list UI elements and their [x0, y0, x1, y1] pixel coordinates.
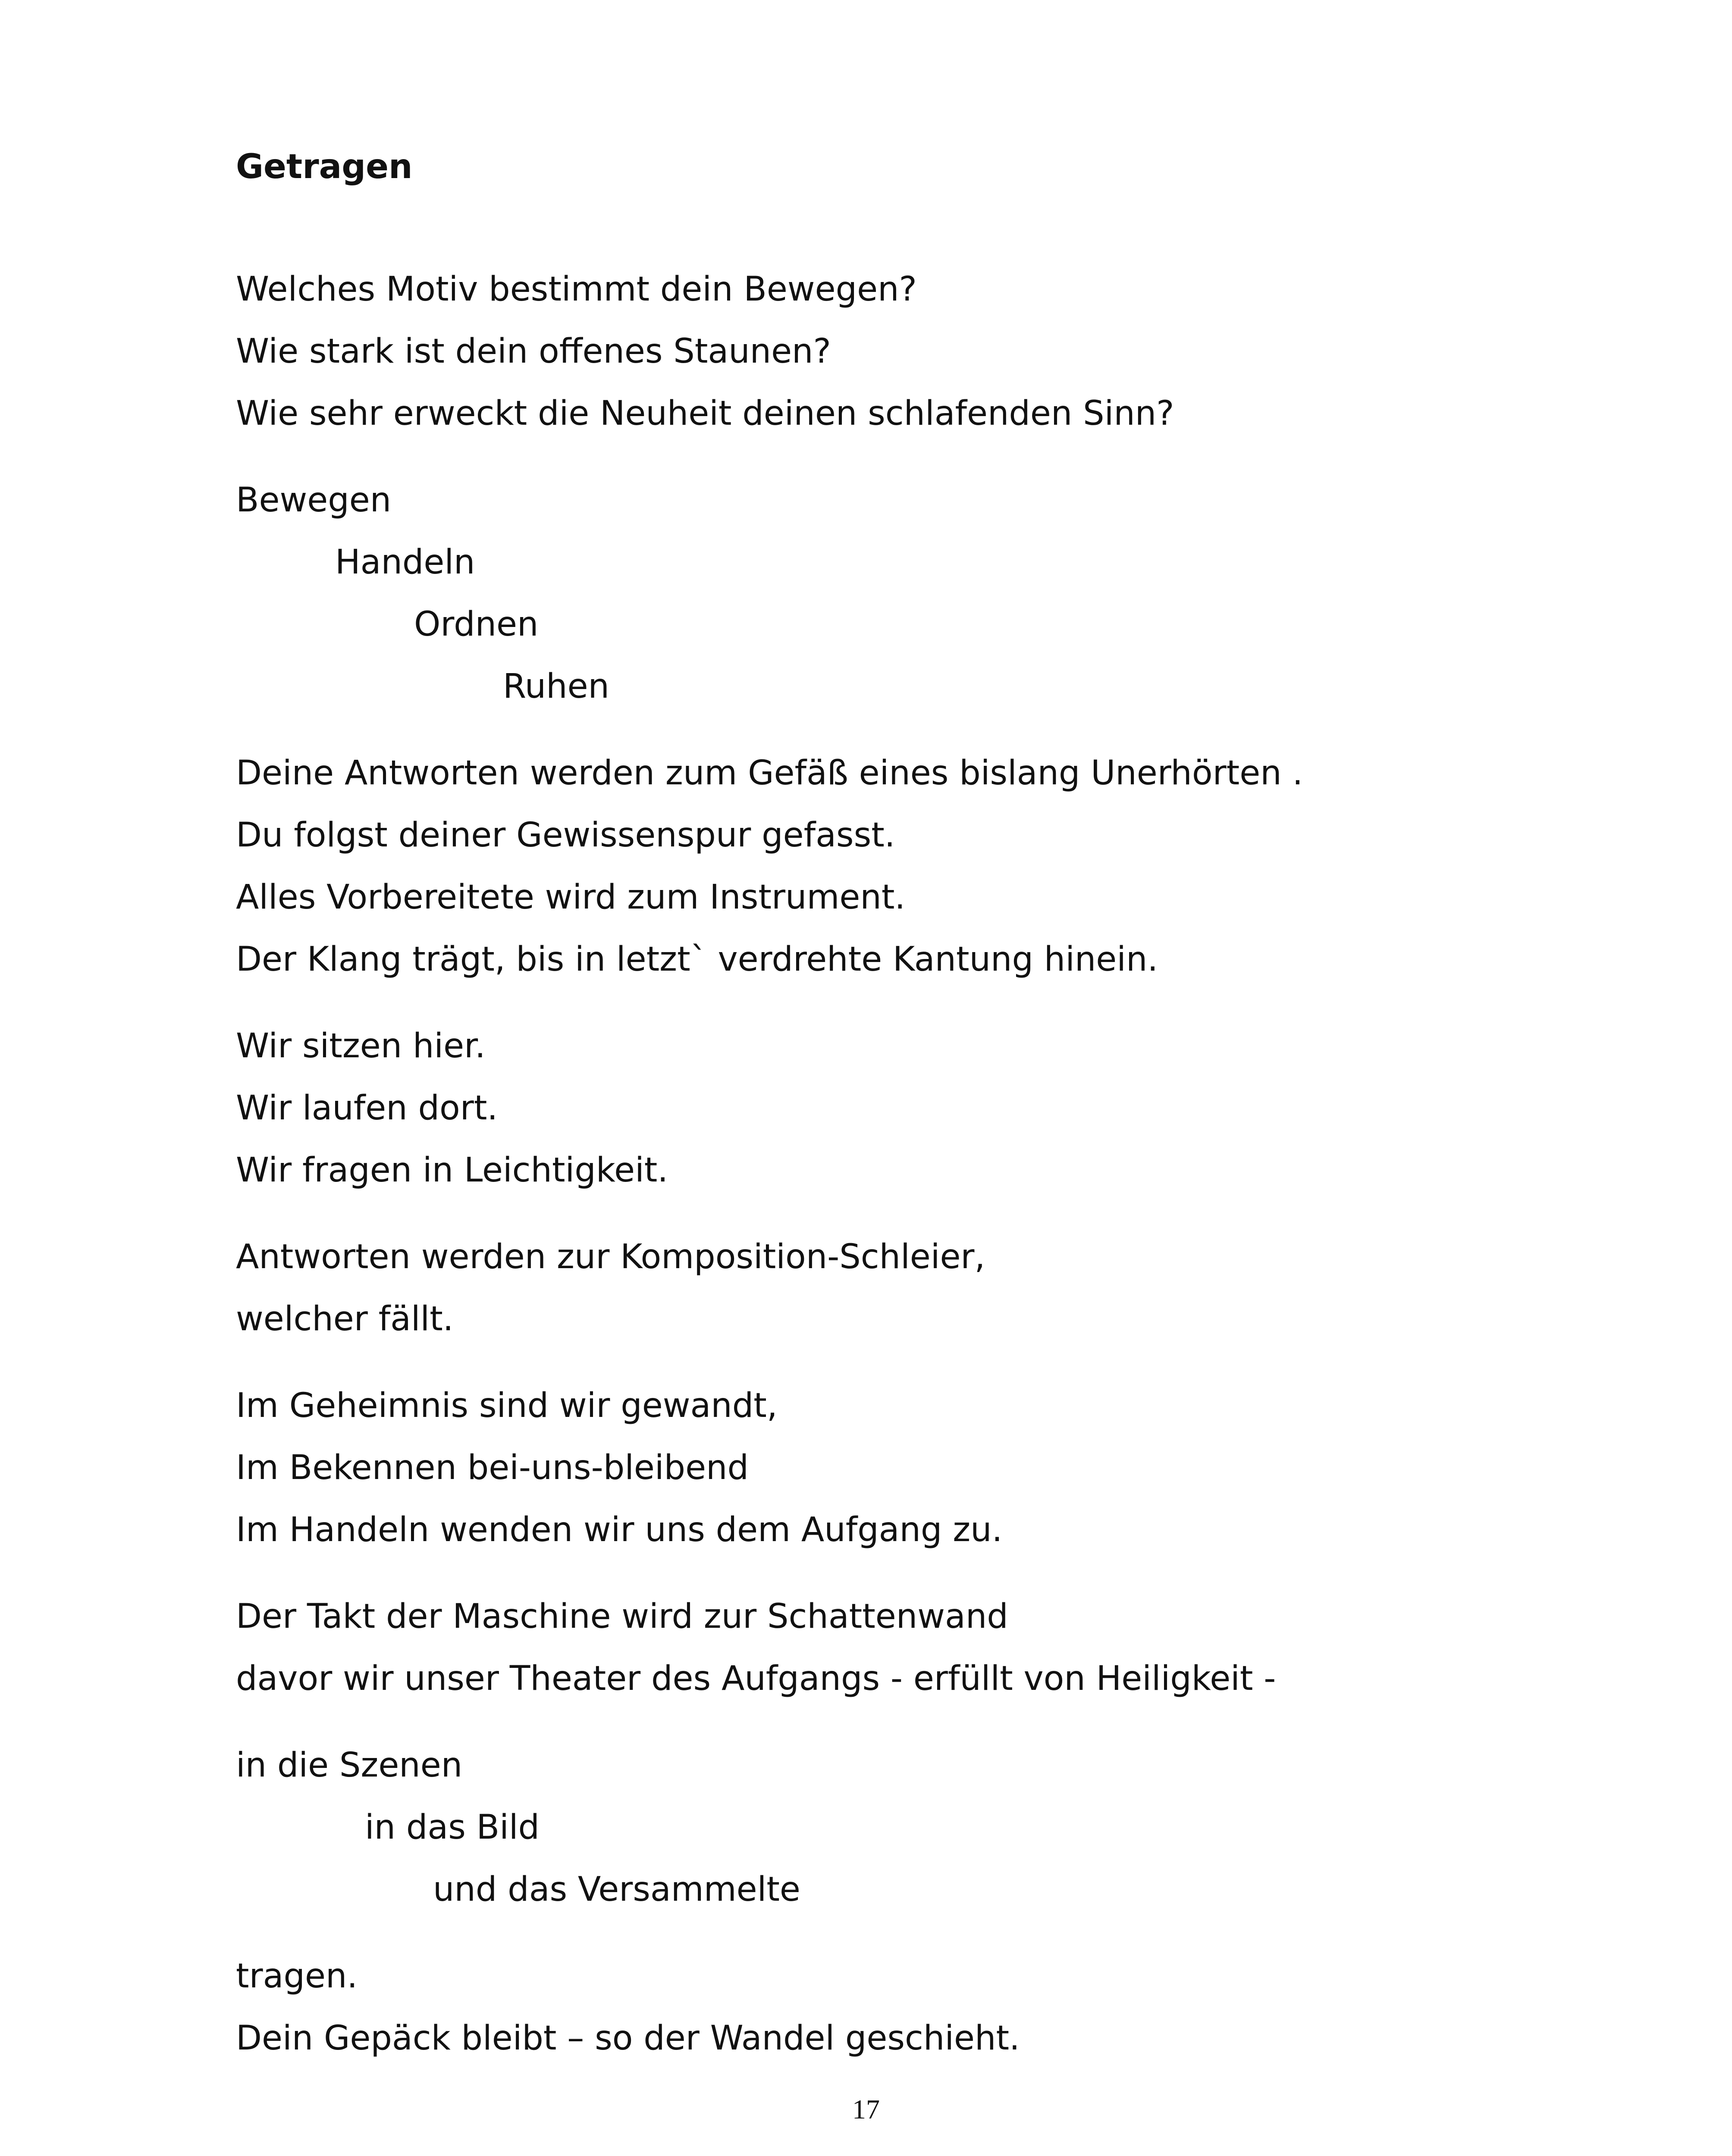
poem-line: Der Klang trägt, bis in letzt` verdrehte Kantung hinein.	[236, 940, 1158, 979]
poem-line: Welches Motiv bestimmt dein Bewegen?	[236, 270, 917, 309]
poem-line: Im Bekennen bei-uns-bleibend	[236, 1448, 749, 1487]
page-number: 17	[852, 2094, 880, 2125]
poem-line: und das Versammelte	[433, 1870, 800, 1909]
poem-line: Wir sitzen hier.	[236, 1027, 486, 1065]
poem-line: Deine Antworten werden zum Gefäß eines bislang Unerhörten .	[236, 754, 1303, 793]
poem-line: Alles Vorbereitete wird zum Instrument.	[236, 878, 906, 917]
poem-line: Wir fragen in Leichtigkeit.	[236, 1151, 668, 1190]
poem-line: Du folgst deiner Gewissenspur gefasst.	[236, 816, 895, 855]
poem-line: Ruhen	[503, 667, 609, 706]
poem-line: welcher fällt.	[236, 1300, 454, 1338]
poem-line: Der Takt der Maschine wird zur Schattenwand	[236, 1597, 1008, 1636]
poem-line: in das Bild	[365, 1808, 540, 1847]
poem-line: davor wir unser Theater des Aufgangs - erfüllt von Heiligkeit -	[236, 1659, 1276, 1698]
poem-line: Wie stark ist dein offenes Staunen?	[236, 332, 831, 371]
poem-line: tragen.	[236, 1957, 358, 1996]
poem-line: Ordnen	[414, 605, 539, 644]
poem-line: Wie sehr erweckt die Neuheit deinen schlafenden Sinn?	[236, 394, 1174, 433]
poem-line: Im Handeln wenden wir uns dem Aufgang zu.	[236, 1510, 1003, 1549]
poem-line: Dein Gepäck bleibt – so der Wandel geschieht.	[236, 2019, 1020, 2058]
poem-line: Antworten werden zur Komposition-Schleier,	[236, 1238, 985, 1276]
poem-line: Wir laufen dort.	[236, 1089, 498, 1128]
poem-title: Getragen	[236, 147, 413, 186]
poem-line: Bewegen	[236, 481, 392, 520]
poem-line: Im Geheimnis sind wir gewandt,	[236, 1386, 778, 1425]
poem-line: Handeln	[335, 543, 475, 582]
poem-line: in die Szenen	[236, 1746, 463, 1785]
